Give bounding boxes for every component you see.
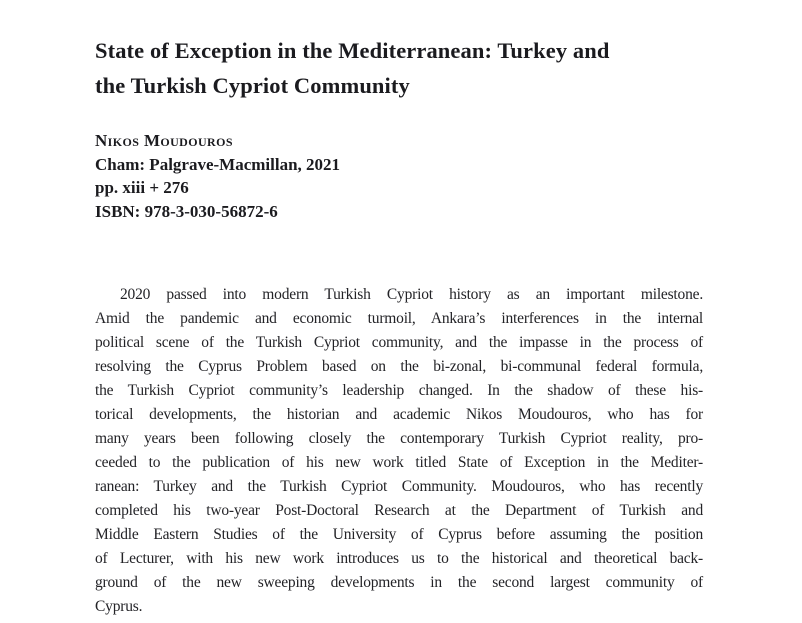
paragraph-line: political scene of the Turkish Cypriot community, and the impasse in the process of	[95, 334, 703, 351]
paragraph-line: torical developments, the historian and academic Nikos Moudouros, who has for	[95, 406, 703, 423]
book-author: Nikos Moudouros	[95, 131, 233, 150]
paragraph-line: ground of the new sweeping developments in the second largest community of	[95, 574, 703, 591]
paragraph-line: Amid the pandemic and economic turmoil, Ankara’s interferences in the internal	[95, 310, 703, 327]
book-title	[95, 33, 707, 103]
review-paragraph	[95, 283, 703, 619]
book-title-line-1: State of Exception in the Mediterranean: Turkey and	[95, 38, 610, 63]
book-pages: pp. xiii + 276	[95, 178, 189, 197]
paragraph-line: Middle Eastern Studies of the University of Cyprus before assuming the position	[95, 526, 703, 543]
paragraph-line: completed his two-year Post-Doctoral Research at the Department of Turkish and	[95, 502, 703, 519]
paragraph-line: ranean: Turkey and the Turkish Cypriot Community. Moudouros, who has recently	[95, 478, 703, 495]
book-publisher: Cham: Palgrave-Macmillan, 2021	[95, 154, 341, 174]
paragraph-line: 2020 passed into modern Turkish Cypriot history as an important milestone.	[120, 286, 703, 303]
paragraph-line: the Turkish Cypriot community’s leadership changed. In the shadow of these his-	[95, 382, 703, 399]
paragraph-line: Cyprus.	[95, 598, 143, 615]
paragraph-line: of Lecturer, with his new work introduces us to the historical and theoretical back-	[95, 550, 703, 567]
paragraph-line: many years been following closely the contemporary Turkish Cypriot reality, pro-	[95, 430, 703, 447]
book-isbn: ISBN: 978-3-030-56872-6	[95, 201, 278, 221]
book-metadata	[95, 129, 707, 223]
book-title-line-2: the Turkish Cypriot Community	[95, 73, 410, 98]
paragraph-line: ceeded to the publication of his new work titled State of Exception in the Mediter-	[95, 454, 703, 471]
paragraph-line: resolving the Cyprus Problem based on the bi-zonal, bi-communal federal formula,	[95, 358, 703, 375]
